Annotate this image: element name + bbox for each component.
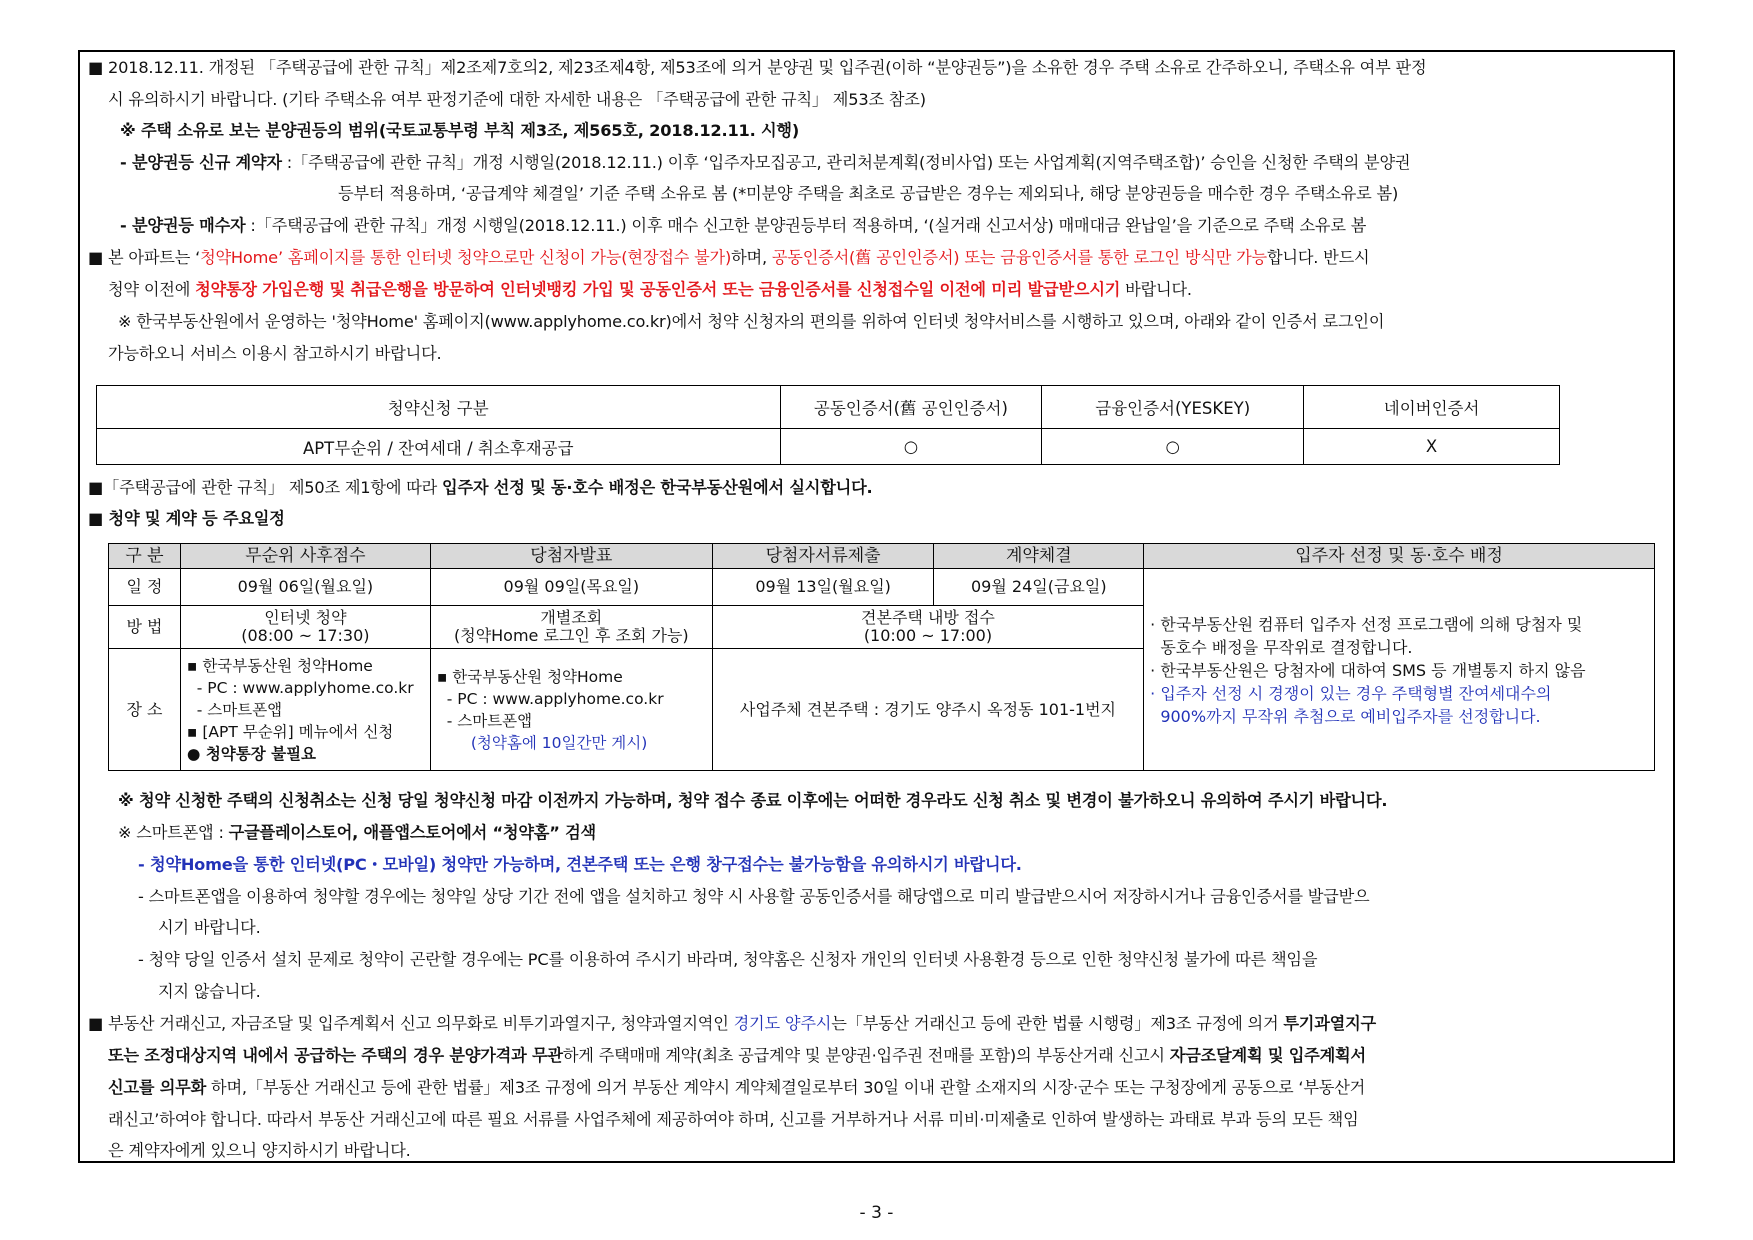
notice-line [108,1078,1365,1098]
notice-line: 래신고’하여야 합니다. 따라서 부동산 거래신고에 따른 필요 서류를 사업주체에 제공하여야 하며, 신고를 거부하거나 서류 미비·미제출로 인하여 발생하는 과태료 부과 등의 모든 책임 [108,1110,1359,1129]
cell-line: (10:00 ~ 17:00) [863,626,993,645]
table-cell: 09월 24일(금요일) [934,569,1144,606]
notice-line: ※ 청약 신청한 주택의 신청취소는 신청 당일 청약신청 마감 이전까지 가능하며, 청약 접수 종료 이후에는 어떠한 경우라도 신청 취소 및 변경이 불가하오니 유의하여 주시기 바랍니다. [118,791,1388,810]
table-header: 공동인증서(舊 공인인증서) [780,386,1042,429]
notice-text: 는「부동산 거래신고 등에 관한 법률 시행령」제3조 규정에 의거 [831,1014,1284,1033]
table-header: 구 분 [109,544,181,569]
section-title: ■ 청약 및 계약 등 주요일정 [88,509,285,528]
notice-text: - 분양권등 신규 계약자 [120,153,282,172]
notice-text: :「주택공급에 관한 규칙」개정 시행일(2018.12.11.) 이후 매수 신고한 분양권등부터 적용하며, ‘(실거래 신고서상) 매매대금 완납일’을 기준으로 주택 소유로 봄 [245,216,1367,235]
table-cell: X [1304,429,1560,465]
cell-line: 인터넷 청약 [264,608,347,627]
notice-line: 시 유의하시기 바랍니다. (기타 주택소유 여부 판정기준에 대한 자세한 내용은 「주택공급에 관한 규칙」 제53조 참조) [108,90,926,109]
notice-line [88,478,873,498]
table-cell: ○ [1042,429,1304,465]
notice-text: 구글플레이스토어, 애플앱스토어에서 “청약홈” 검색 [228,823,596,842]
notice-line: 은 계약자에게 있으니 양지하시기 바랍니다. [108,1141,411,1160]
cell-line: - 스마트폰앱 [186,700,283,719]
notice-text: 하며, [731,248,772,267]
assign-line: · 한국부동산원 컴퓨터 입주자 선정 프로그램에 의해 당첨자 및 [1150,615,1583,634]
notice-text: 경기도 양주시 [733,1014,832,1033]
cell-line: - 스마트폰앱 [436,711,533,730]
notice-text: ■「주택공급에 관한 규칙」 제50조 제1항에 따라 [88,478,443,497]
notice-text: 하며,「부동산 거래신고 등에 관한 법률」제3조 규정에 의거 부동산 계약시 계약체결일로부터 30일 이내 관할 소재지의 시장·군수 또는 구청장에게 공동으로 ‘부동산거 [206,1078,1366,1097]
notice-text: 청약Home’ 홈페이지를 통한 인터넷 청약으로만 신청이 가능(현장접수 불가) [200,248,732,267]
table-cell [712,606,1143,649]
table-header: 당첨자서류제출 [712,544,934,569]
notice-text: 청약통장 가입은행 및 취급은행을 방문하여 인터넷뱅킹 가입 및 공동인증서 또는 금융인증서를 신청접수일 이전에 미리 발급받으시기 [195,280,1121,299]
table-header: 청약신청 구분 [97,386,781,429]
table-cell [430,606,712,649]
assign-cell [1144,569,1655,771]
notice-text: 또는 조정대상지역 내에서 공급하는 주택의 경우 분양가격과 무관 [108,1046,563,1065]
notice-line: 시기 바랍니다. [158,918,261,937]
row-label: 방 법 [109,606,181,649]
row-label: 장 소 [109,649,181,771]
notice-line: 가능하오니 서비스 이용시 참고하시기 바랍니다. [108,344,442,363]
assign-line: 900%까지 무작위 추첨으로 예비입주자를 선정합니다. [1150,707,1541,726]
notice-line [88,248,1369,268]
notice-text: 입주자 선정 및 동·호수 배정은 한국부동산원에서 실시합니다. [442,478,873,497]
notice-text: 공동인증서(舊 공인인증서) 또는 금융인증서를 통한 로그인 방식만 가능 [771,248,1267,267]
schedule-table [108,543,1655,771]
cell-line: - PC : www.applyhome.co.kr [186,678,414,697]
notice-line: - 청약Home을 통한 인터넷(PC・모바일) 청약만 가능하며, 견본주택 또는 은행 창구접수는 불가능함을 유의하시기 바랍니다. [138,855,1022,874]
table-cell: 09월 09일(목요일) [430,569,712,606]
notice-line: 등부터 적용하며, ‘공급계약 체결일’ 기준 주택 소유로 봄 (*미분양 주택을 최초로 공급받은 경우는 제외되나, 해당 분양권등을 매수한 경우 주택소유로 봄) [338,184,1399,203]
notice-line: - 스마트폰앱을 이용하여 청약할 경우에는 청약일 상당 기간 전에 앱을 설치하고 청약 시 사용할 공동인증서를 해당앱으로 미리 발급받으시어 저장하시거나 금융인증서를 발급받으 [138,887,1370,906]
notice-text: 신고를 의무화 [108,1078,207,1097]
notice-line [118,823,596,843]
cell-line: ▪ [APT 무순위] 메뉴에서 신청 [186,722,394,741]
assign-line: · 한국부동산원은 당첨자에 대하여 SMS 등 개별통지 하지 않음 [1150,661,1586,680]
cell-line: (청약홈에 10일간만 게시) [470,733,648,752]
table-header: 무순위 사후점수 [180,544,430,569]
table-header: 금융인증서(YESKEY) [1042,386,1304,429]
table-cell [180,649,430,771]
table-cell: ○ [780,429,1042,465]
notice-text: 청약 이전에 [108,280,196,299]
notice-line: ※ 주택 소유로 보는 분양권등의 범위(국토교통부령 부칙 제3조, 제565호, 2018.12.11. 시행) [120,121,800,140]
cell-line: ▪ 한국부동산원 청약Home [436,667,623,686]
notice-text: ※ 스마트폰앱 : [118,823,229,842]
cell-line: - PC : www.applyhome.co.kr [436,689,664,708]
notice-text: 합니다. 반드시 [1266,248,1370,267]
cell-line: (08:00 ~ 17:30) [241,626,370,645]
notice-line [120,216,1366,236]
notice-text: - 분양권등 매수자 [120,216,246,235]
notice-text: 바랍니다. [1120,280,1192,299]
table-cell [430,649,712,771]
cell-line: 견본주택 내방 접수 [861,608,995,627]
cell-line: ▪ 한국부동산원 청약Home [186,656,373,675]
table-cell: APT무순위 / 잔여세대 / 취소후재공급 [97,429,781,465]
row-label: 일 정 [109,569,181,606]
table-header: 네이버인증서 [1304,386,1560,429]
notice-line [120,153,1410,173]
notice-text: :「주택공급에 관한 규칙」개정 시행일(2018.12.11.) 이후 ‘입주자모집공고, 관리처분계획(정비사업) 또는 사업계획(지역주택조합)’ 승인을 신청한 주택의 분양권 [281,153,1411,172]
table-header: 계약체결 [934,544,1144,569]
notice-line: ■ 2018.12.11. 개정된 「주택공급에 관한 규칙」제2조제7호의2, 제23조제4항, 제53조에 의거 분양권 및 입주권(이하 “분양권등”)을 소유한 경우 주택 소유로 간주하오니, 주택소유 여부 판정 [88,58,1427,77]
table-cell: 09월 13일(월요일) [712,569,934,606]
table-cell: 09월 06일(월요일) [180,569,430,606]
page-number: - 3 - [859,1203,894,1223]
notice-text: ■ 부동산 거래신고, 자금조달 및 입주계획서 신고 의무화로 비투기과열지구, 청약과열지역인 [88,1014,734,1033]
notice-line [108,280,1192,300]
table-header: 입주자 선정 및 동·호수 배정 [1144,544,1655,569]
notice-line: - 청약 당일 인증서 설치 문제로 청약이 곤란할 경우에는 PC를 이용하여 주시기 바라며, 청약홈은 신청자 개인의 인터넷 사용환경 등으로 인한 청약신청 불가에 따른 책임을 [138,950,1318,969]
notice-text: 하게 주택매매 계약(최초 공급계약 및 분양권·입주권 전매를 포함)의 부동산거래 신고시 [562,1046,1170,1065]
table-header: 당첨자발표 [430,544,712,569]
cell-line: (청약Home 로그인 후 조회 가능) [454,626,689,645]
cell-line: ● 청약통장 불필요 [186,744,317,763]
assign-line: · 입주자 선정 시 경쟁이 있는 경우 주택형별 잔여세대수의 [1150,684,1552,703]
notice-line [108,1046,1366,1066]
notice-line [88,1014,1376,1034]
table-cell [180,606,430,649]
notice-line: ※ 한국부동산원에서 운영하는 '청약Home' 홈페이지(www.applyhome.co.kr)에서 청약 신청자의 편의를 위하여 인터넷 청약서비스를 시행하고 있으며, 아래와 같이 인증서 로그인이 [118,312,1385,331]
table-cell: 사업주체 견본주택 : 경기도 양주시 옥정동 101-1번지 [712,649,1143,771]
notice-text: 투기과열지구 [1283,1014,1376,1033]
cert-table [96,385,1560,465]
cell-line: 개별조회 [540,608,603,627]
notice-text: 자금조달계획 및 입주계획서 [1169,1046,1366,1065]
notice-text: ■ 본 아파트는 ‘ [88,248,201,267]
notice-line: 지지 않습니다. [158,982,261,1001]
assign-line: 동호수 배정을 무작위로 결정합니다. [1150,638,1413,657]
